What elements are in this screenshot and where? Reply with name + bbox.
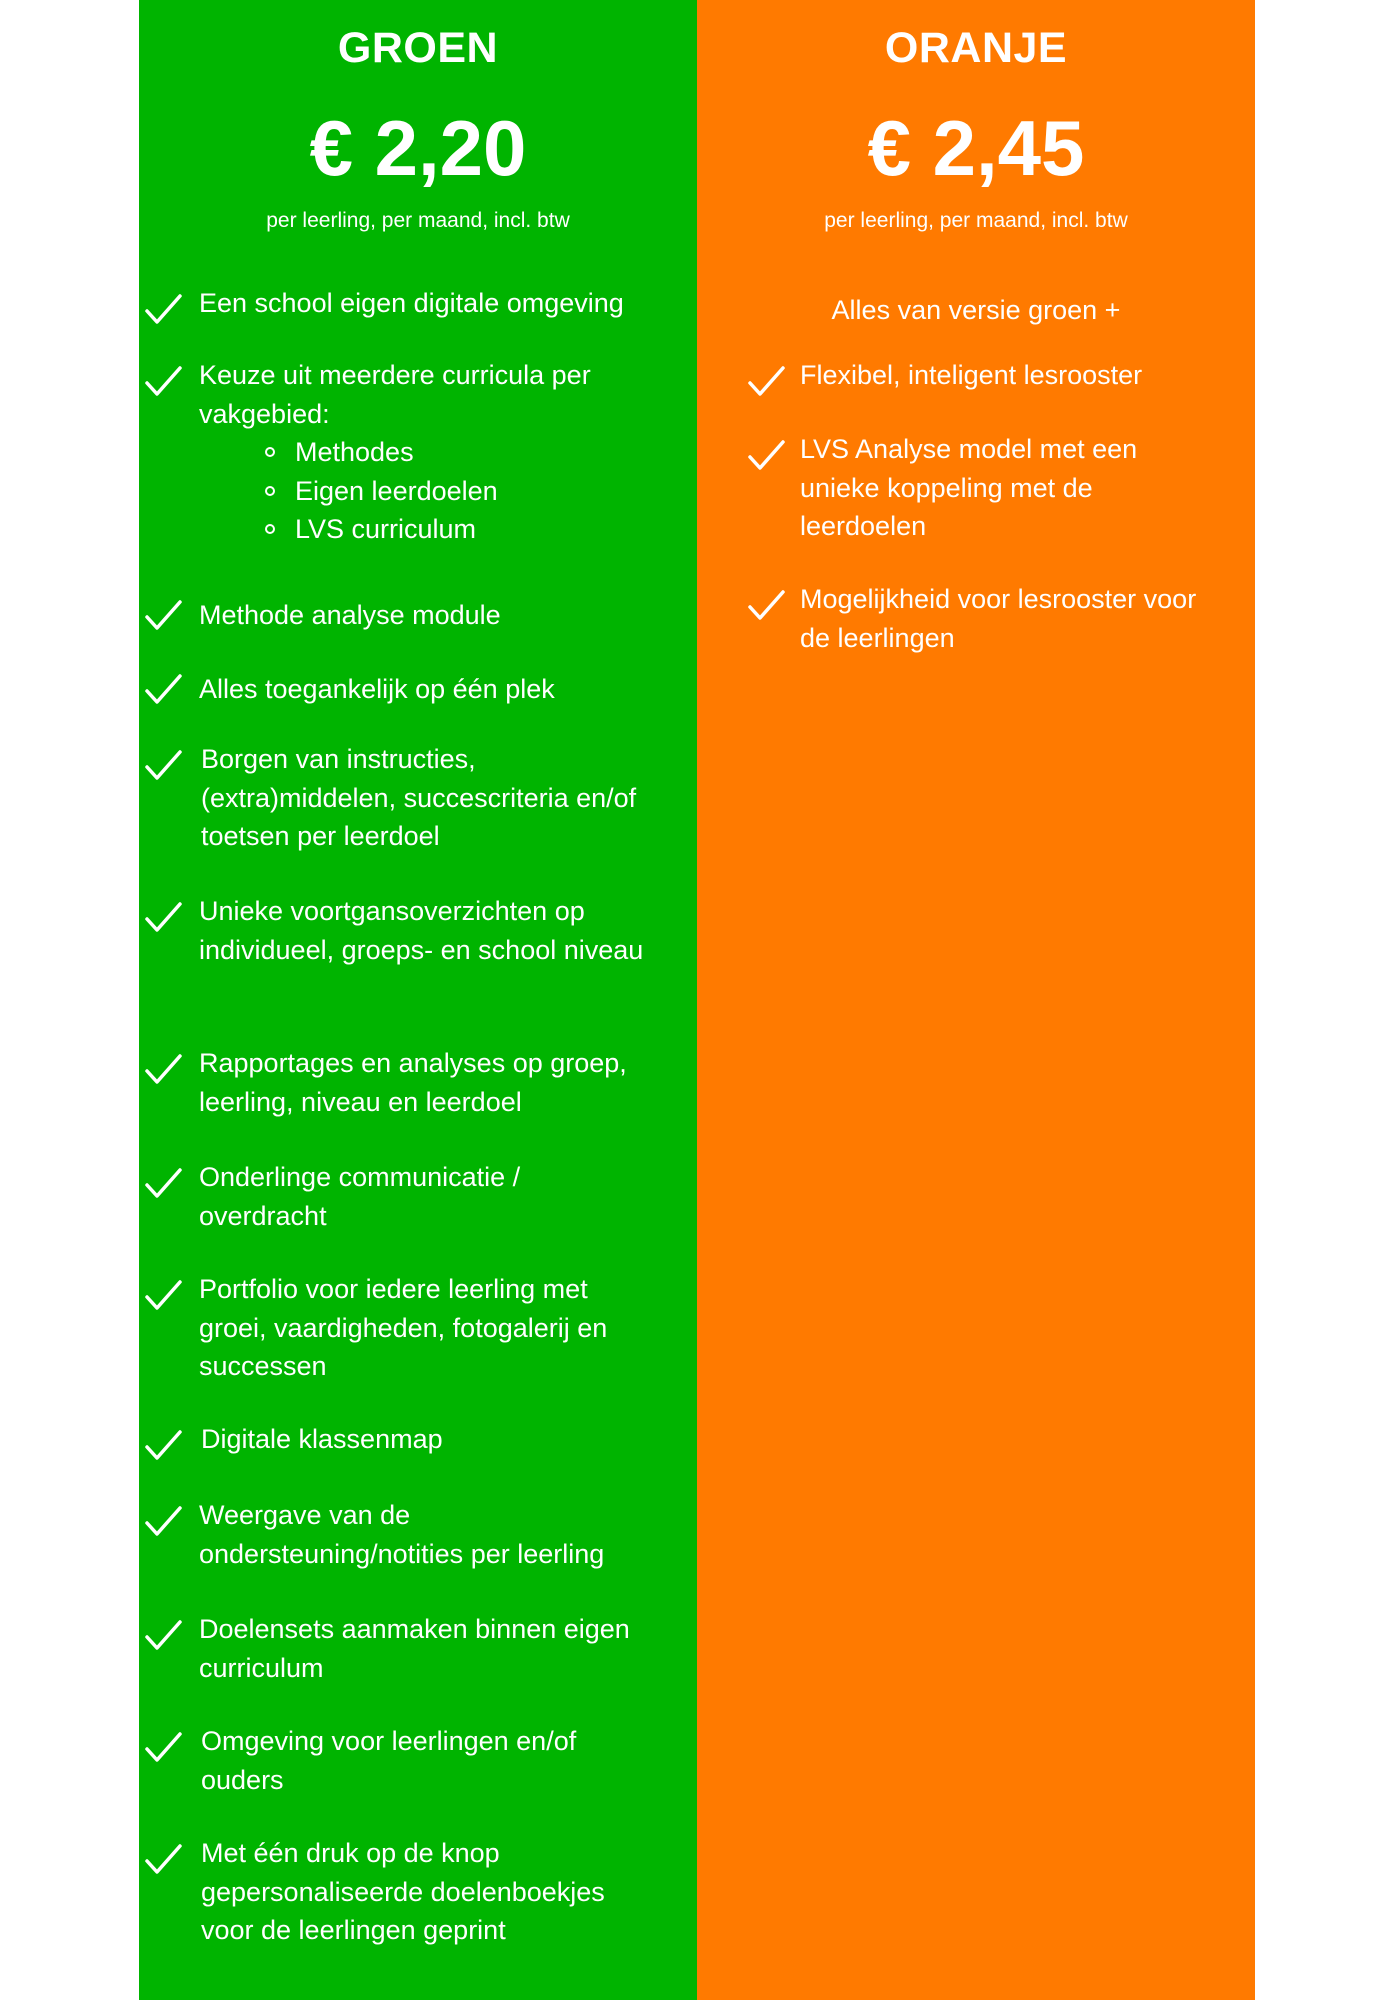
feature-text: Digitale klassenmap [201, 1424, 443, 1454]
check-icon [144, 1840, 184, 1880]
feature-text: Met één druk op de knop gepersonaliseerde doelenboekjes voor de leerlingen geprint [201, 1838, 605, 1945]
check-icon [144, 596, 184, 636]
check-icon [144, 1502, 184, 1542]
feature-text: Weergave van de ondersteuning/notities per leerling [199, 1500, 605, 1569]
feature-text-with-sublist [199, 356, 649, 549]
feature-text: Flexibel, inteligent lesrooster [800, 360, 1143, 390]
plan-price: € 2,45 [867, 104, 1085, 192]
check-icon [144, 290, 184, 330]
pricing-plans [139, 0, 1255, 2000]
circle-bullet-icon [265, 524, 275, 534]
sublist-item: Methodes [295, 433, 649, 472]
check-icon [144, 1728, 184, 1768]
check-icon [144, 898, 184, 938]
plan-price: € 2,20 [309, 104, 527, 192]
feature-text: Onderlinge communicatie / overdracht [199, 1162, 521, 1231]
check-icon [747, 586, 787, 626]
feature-text: Omgeving voor leerlingen en/of ouders [201, 1726, 577, 1795]
plan-price-unit: per leerling, per maand, incl. btw [824, 209, 1128, 232]
feature-text: Portfolio voor iedere leerling met groei, vaardigheden, fotogalerij en successen [199, 1274, 608, 1381]
feature-list [139, 290, 697, 1990]
feature-text: Methode analyse module [199, 600, 501, 630]
check-icon [144, 1050, 184, 1090]
plan-title: ORANJE [884, 24, 1068, 72]
sublist-item: LVS curriculum [295, 510, 649, 549]
feature-text: Doelensets aanmaken binnen eigen curriculum [199, 1614, 630, 1683]
plan-green-column [139, 0, 697, 2000]
check-icon [144, 746, 184, 786]
check-icon [144, 1164, 184, 1204]
curricula-sublist [199, 433, 649, 549]
feature-text: Keuze uit meerdere curricula per vakgebied: [199, 360, 591, 429]
check-icon [144, 1426, 184, 1466]
plan-orange-column [697, 0, 1255, 2000]
feature-text: LVS Analyse model met een unieke koppeling met de leerdoelen [800, 434, 1138, 541]
plan-intro: Alles van versie groen + [831, 295, 1121, 325]
feature-text: Borgen van instructies, (extra)middelen, succescriteria en/of toetsen per leerdoel [201, 744, 637, 851]
feature-text: Alles toegankelijk op één plek [199, 674, 555, 704]
check-icon [144, 362, 184, 402]
plan-price-unit: per leerling, per maand, incl. btw [266, 209, 570, 232]
feature-text: Een school eigen digitale omgeving [199, 288, 624, 318]
check-icon [747, 362, 787, 402]
plan-title: GROEN [337, 24, 499, 72]
check-icon [144, 670, 184, 710]
check-icon [144, 1616, 184, 1656]
feature-text: Mogelijkheid voor lesrooster voor de leerlingen [800, 584, 1197, 653]
check-icon [144, 1276, 184, 1316]
sublist-item: Eigen leerdoelen [295, 472, 649, 511]
feature-text: Unieke voortgansoverzichten op individueel, groeps- en school niveau [199, 896, 644, 965]
circle-bullet-icon [265, 486, 275, 496]
check-icon [747, 436, 787, 476]
feature-list [697, 290, 1255, 1990]
feature-text: Rapportages en analyses op groep, leerling, niveau en leerdoel [199, 1048, 627, 1117]
circle-bullet-icon [265, 447, 275, 457]
